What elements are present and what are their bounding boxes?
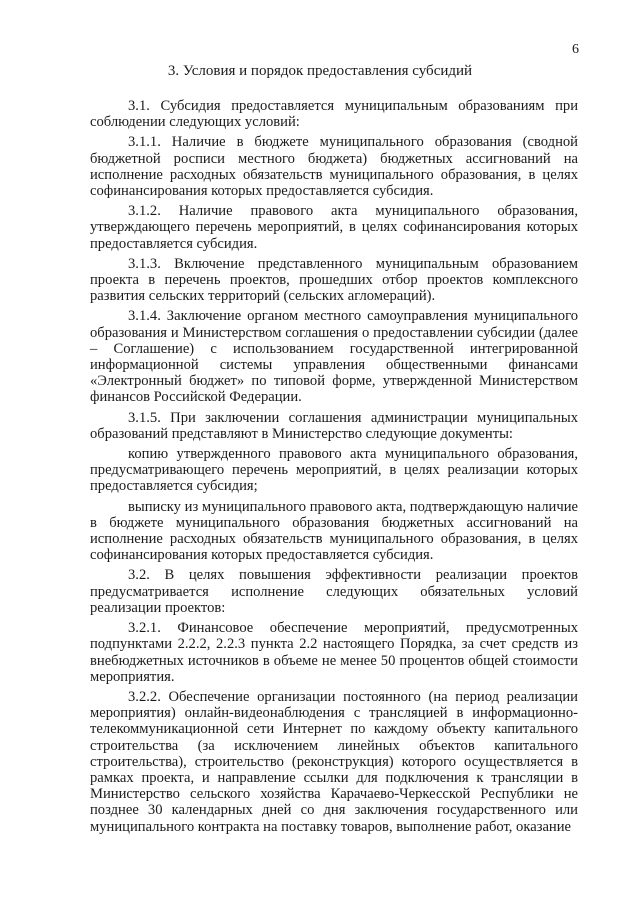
document-body: [90, 98, 578, 839]
paragraph: 3.1.5. При заключении соглашения администрации муниципальных образований представляют в Министерство следующие документы:: [90, 409, 578, 442]
section-title: 3. Условия и порядок предоставления субсидий: [167, 63, 473, 79]
paragraph: 3.1.1. Наличие в бюджете муниципального образования (сводной бюджетной росписи местного бюджета) бюджетных ассигнований на исполнение расходных обязательств муниципального образования, в целях софинансирования которых предоставляется субсидия.: [90, 134, 578, 200]
paragraph: копию утвержденного правового акта муниципального образования, предусматривающего перечень мероприятий, в целях реализации которых предоставляется субсидия;: [90, 446, 578, 495]
paragraph: 3.1. Субсидия предоставляется муниципальным образованиям при соблюдении следующих условий:: [90, 98, 578, 131]
paragraph: 3.2.2. Обеспечение организации постоянного (на период реализации мероприятия) онлайн-видеонаблюдения с трансляцией в информационно-телекоммуникационной сети Интернет по каждому объекту капитального строительства (за исключением линейных объектов капитального строительства), строительство (реконструкция) которого осуществляется в рамках проекта, и направление ссылки для подключения к трансляции в Министерство сельского хозяйства Карачаево-Черкесской Республики не позднее 30 календарных дней со дня заключения государственного или муниципального контракта на поставку товаров, выполнение работ, оказание: [90, 688, 578, 835]
paragraph: 3.1.2. Наличие правового акта муниципального образования, утверждающего перечень мероприятий, в целях софинансирования которых предоставляется субсидия.: [90, 203, 578, 252]
paragraph: 3.2.1. Финансовое обеспечение мероприятий, предусмотренных подпунктами 2.2.2, 2.2.3 пункта 2.2 настоящего Порядка, за счет средств из внебюджетных источников в объеме не менее 50 процентов общей стоимости мероприятия.: [90, 620, 578, 685]
paragraph: 3.1.4. Заключение органом местного самоуправления муниципального образования и Министерством соглашения о предоставлении субсидии (далее – Соглашение) с использованием государственной интегрированной информационной системы управления общественными финансами «Электронный бюджет» по типовой форме, утвержденной Министерством финансов Российской Федерации.: [90, 308, 578, 406]
paragraph: 3.2. В целях повышения эффективности реализации проектов предусматривается исполнение следующих обязательных условий реализации проектов:: [90, 567, 578, 616]
paragraph: выписку из муниципального правового акта, подтверждающую наличие в бюджете муниципального образования бюджетных ассигнований на исполнение расходных обязательств муниципального образования, в целях софинансирования которых предоставляется субсидия.: [90, 498, 578, 564]
paragraph: 3.1.3. Включение представленного муниципальным образованием проекта в перечень проектов, прошедших отбор проектов комплексного развития сельских территорий (сельских агломераций).: [90, 255, 578, 305]
page-number: 6: [572, 42, 579, 57]
